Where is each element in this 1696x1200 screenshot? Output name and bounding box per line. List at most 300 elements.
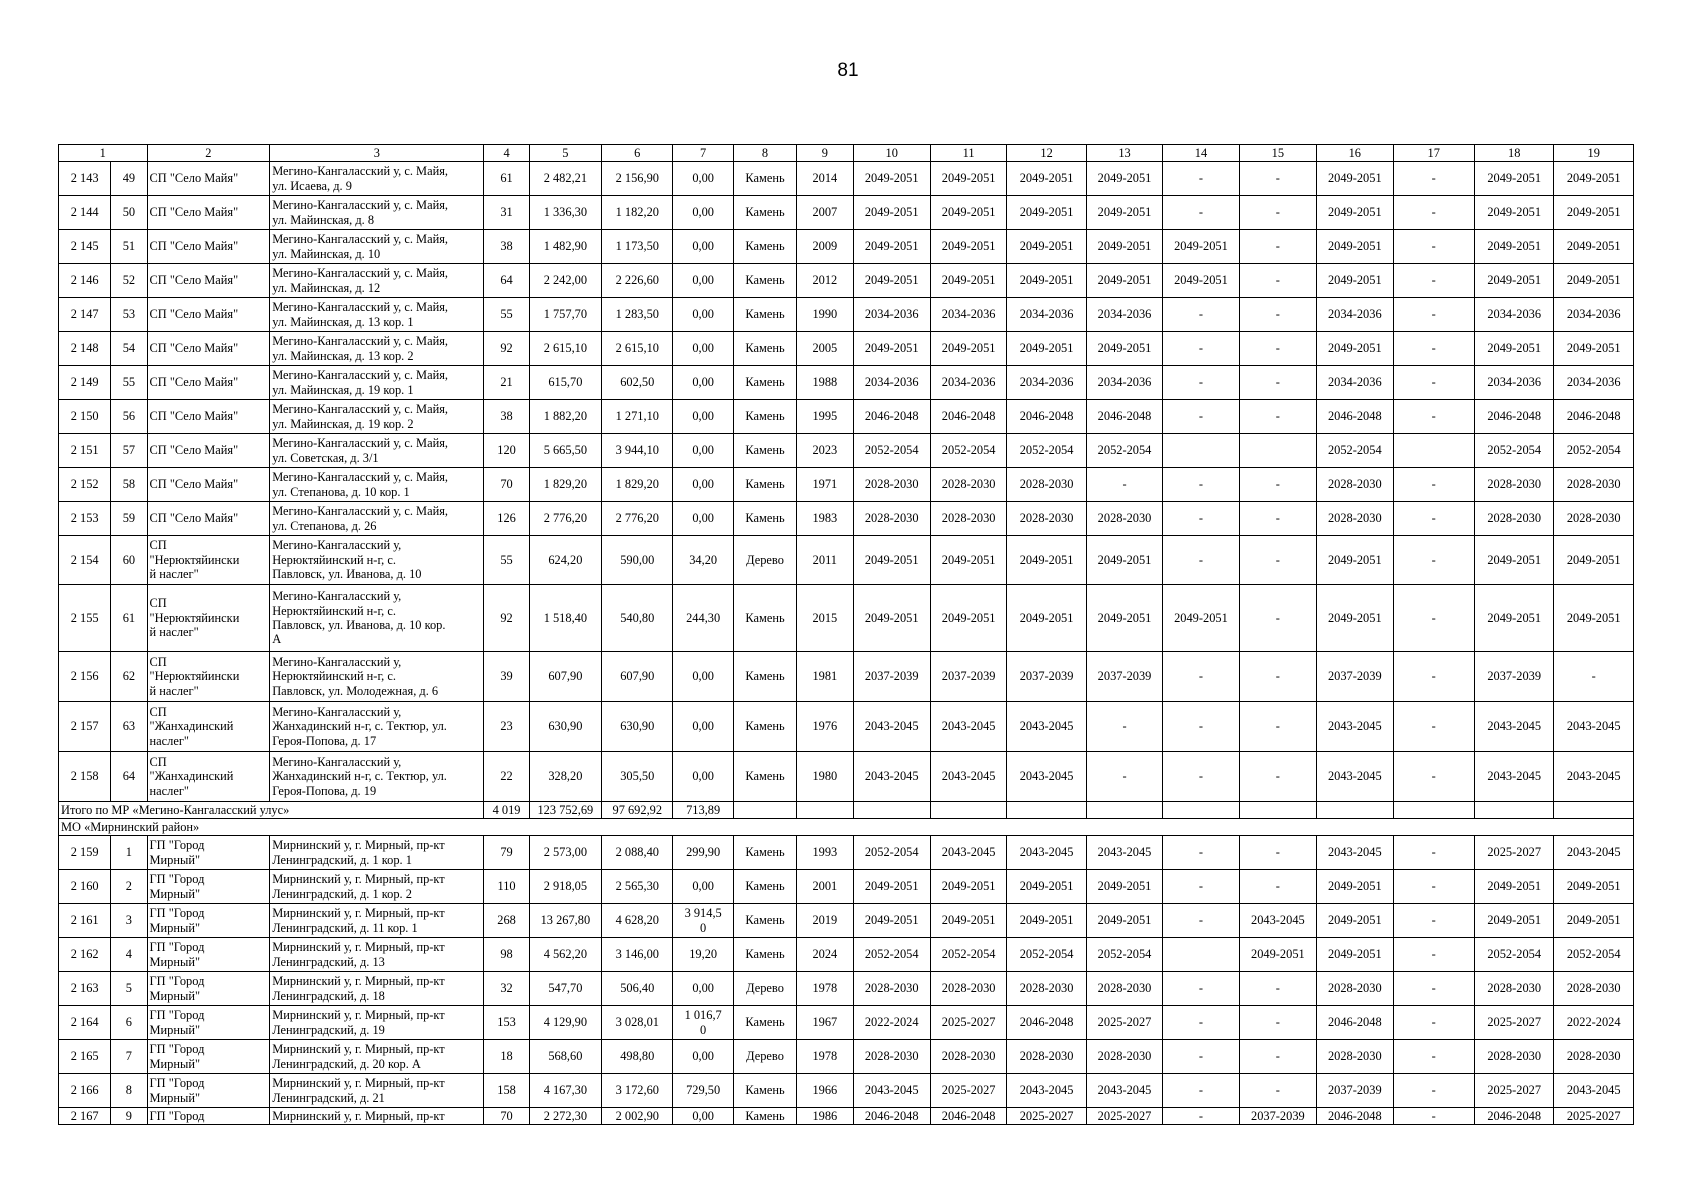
table-cell <box>1163 938 1239 972</box>
table-cell: 1 482,90 <box>529 230 601 264</box>
table-cell: 2046-2048 <box>853 1108 930 1125</box>
table-cell: - <box>1239 400 1316 434</box>
table-cell: 2028-2030 <box>853 972 930 1006</box>
table-cell: 1 829,20 <box>602 468 673 502</box>
table-cell: 0,00 <box>673 1040 733 1074</box>
table-cell: 2049-2051 <box>1474 536 1553 585</box>
table-cell: 2 151 <box>59 434 111 468</box>
table-cell: 2037-2039 <box>1007 652 1086 702</box>
table-cell: 3 914,5 0 <box>673 904 733 938</box>
table-cell: 2043-2045 <box>1007 752 1086 802</box>
table-cell: 2049-2051 <box>1086 332 1162 366</box>
table-row <box>59 652 1634 702</box>
table-cell: 2049-2051 <box>1474 904 1553 938</box>
table-cell: - <box>1239 536 1316 585</box>
table-cell: 590,00 <box>602 536 673 585</box>
table-cell: 2049-2051 <box>1317 332 1393 366</box>
table-cell: 79 <box>484 836 529 870</box>
table-cell: 2049-2051 <box>1474 870 1553 904</box>
table-cell: - <box>1393 264 1474 298</box>
table-cell: 2025-2027 <box>1554 1108 1634 1125</box>
table-row <box>59 1074 1634 1108</box>
table-cell: 56 <box>111 400 147 434</box>
table-cell: 62 <box>111 652 147 702</box>
table-cell: 2046-2048 <box>930 1108 1006 1125</box>
table-cell: СП "Село Майя" <box>147 332 270 366</box>
table-cell: 4 562,20 <box>529 938 601 972</box>
table-cell: 2049-2051 <box>1317 938 1393 972</box>
table-cell: 0,00 <box>673 752 733 802</box>
table-body <box>59 162 1634 1125</box>
table-cell: Мирнинский у, г. Мирный, пр-кт Ленинградский, д. 1 кор. 1 <box>270 836 484 870</box>
table-cell: 1978 <box>797 972 853 1006</box>
table-cell: - <box>1163 836 1239 870</box>
table-cell: 2028-2030 <box>1007 502 1086 536</box>
table-cell: Камень <box>733 904 796 938</box>
table-cell: ГП "Город Мирный" <box>147 972 270 1006</box>
table-cell: 51 <box>111 230 147 264</box>
table-cell: 2034-2036 <box>930 366 1006 400</box>
table-cell: 2049-2051 <box>1086 536 1162 585</box>
table-cell: 540,80 <box>602 585 673 652</box>
table-cell: 2 165 <box>59 1040 111 1074</box>
table-cell: 602,50 <box>602 366 673 400</box>
table-cell: - <box>1163 870 1239 904</box>
summary-cell: 4 019 <box>484 802 529 819</box>
table-cell: 2034-2036 <box>1317 366 1393 400</box>
table-cell: - <box>1163 1074 1239 1108</box>
table-cell: 1971 <box>797 468 853 502</box>
table-cell: 2043-2045 <box>1474 702 1553 752</box>
table-cell: - <box>1239 298 1316 332</box>
table-cell: 2037-2039 <box>853 652 930 702</box>
table-cell: 2049-2051 <box>1474 585 1553 652</box>
table-cell: 328,20 <box>529 752 601 802</box>
table-row <box>59 836 1634 870</box>
table-cell: СП "Село Майя" <box>147 434 270 468</box>
table-cell: 1 336,30 <box>529 196 601 230</box>
table-cell: - <box>1163 536 1239 585</box>
table-cell: - <box>1393 938 1474 972</box>
table-cell: 2049-2051 <box>1007 904 1086 938</box>
table-cell: - <box>1163 468 1239 502</box>
table-cell: 2049-2051 <box>1554 196 1634 230</box>
table-cell: - <box>1393 332 1474 366</box>
table-cell: 18 <box>484 1040 529 1074</box>
table-cell: Камень <box>733 366 796 400</box>
table-cell: 2049-2051 <box>1554 585 1634 652</box>
table-cell: 70 <box>484 468 529 502</box>
table-cell: 2046-2048 <box>1317 400 1393 434</box>
column-header: 3 <box>270 145 484 162</box>
table-cell: - <box>1239 836 1316 870</box>
column-header: 14 <box>1163 145 1239 162</box>
table-cell: 3 146,00 <box>602 938 673 972</box>
table-cell: 2037-2039 <box>930 652 1006 702</box>
table-cell: СП "Село Майя" <box>147 366 270 400</box>
summary-cell <box>1474 802 1553 819</box>
table-cell: 2049-2051 <box>1086 585 1162 652</box>
table-cell: 2052-2054 <box>1317 434 1393 468</box>
table-cell: 2046-2048 <box>1474 1108 1553 1125</box>
table-cell: 2049-2051 <box>1086 870 1162 904</box>
table-cell: 3 172,60 <box>602 1074 673 1108</box>
table-cell: 55 <box>484 298 529 332</box>
table-cell: Дерево <box>733 972 796 1006</box>
table-cell: 1 016,7 0 <box>673 1006 733 1040</box>
table-cell: 2049-2051 <box>1007 230 1086 264</box>
column-header: 12 <box>1007 145 1086 162</box>
table-cell: 2025-2027 <box>1086 1108 1162 1125</box>
table-cell: 55 <box>111 366 147 400</box>
table-cell: 2049-2051 <box>1317 904 1393 938</box>
table-cell: - <box>1393 468 1474 502</box>
table-cell: Камень <box>733 298 796 332</box>
table-cell: 3 944,10 <box>602 434 673 468</box>
table-cell: 2049-2051 <box>930 904 1006 938</box>
table-row <box>59 536 1634 585</box>
table-cell: - <box>1163 904 1239 938</box>
table-cell: 2052-2054 <box>1474 938 1553 972</box>
summary-cell <box>1554 802 1634 819</box>
table-cell: 2028-2030 <box>1554 502 1634 536</box>
table-cell: 2043-2045 <box>1007 836 1086 870</box>
table-cell: Мегино-Кангаласский у, с. Майя, ул. Степанова, д. 10 кор. 1 <box>270 468 484 502</box>
table-cell: 2028-2030 <box>1474 972 1553 1006</box>
table-cell: 5 <box>111 972 147 1006</box>
table-cell: 0,00 <box>673 400 733 434</box>
table-cell: 2028-2030 <box>1317 1040 1393 1074</box>
table-row <box>59 332 1634 366</box>
table-cell: 110 <box>484 870 529 904</box>
table-cell: 2034-2036 <box>1317 298 1393 332</box>
table-cell: 2049-2051 <box>1474 230 1553 264</box>
table-cell: 2028-2030 <box>1554 468 1634 502</box>
table-cell: 2052-2054 <box>1554 434 1634 468</box>
table-cell: - <box>1393 536 1474 585</box>
table-cell: 1966 <box>797 1074 853 1108</box>
section-label: МО «Мирнинский район» <box>59 819 1634 836</box>
table-cell: 57 <box>111 434 147 468</box>
table-cell: Мегино-Кангаласский у, Нерюктяйинский н-г, с. Павловск, ул. Иванова, д. 10 <box>270 536 484 585</box>
table-cell: 2025-2027 <box>1086 1006 1162 1040</box>
summary-cell: 713,89 <box>673 802 733 819</box>
table-cell: 2 156,90 <box>602 162 673 196</box>
table-cell: 38 <box>484 230 529 264</box>
table-cell: 2 158 <box>59 752 111 802</box>
table-cell: 2 152 <box>59 468 111 502</box>
table-cell: СП "Село Майя" <box>147 162 270 196</box>
table-cell: 2049-2051 <box>853 196 930 230</box>
table-cell: СП "Жанхадинский наслег" <box>147 752 270 802</box>
table-row <box>59 434 1634 468</box>
table-cell: 120 <box>484 434 529 468</box>
table-cell: 63 <box>111 702 147 752</box>
table-cell: 2037-2039 <box>1317 652 1393 702</box>
column-header: 6 <box>602 145 673 162</box>
table-cell: 2034-2036 <box>853 298 930 332</box>
table-cell: 2052-2054 <box>1554 938 1634 972</box>
table-cell: 2043-2045 <box>1239 904 1316 938</box>
table-cell: 2052-2054 <box>1086 938 1162 972</box>
table-cell: 2 147 <box>59 298 111 332</box>
table-cell: 2028-2030 <box>1317 468 1393 502</box>
table-cell: - <box>1239 1040 1316 1074</box>
table-cell: - <box>1393 502 1474 536</box>
table-cell: 2 144 <box>59 196 111 230</box>
section-row <box>59 819 1634 836</box>
table-cell: 53 <box>111 298 147 332</box>
table-cell: ГП "Город Мирный" <box>147 1074 270 1108</box>
table-cell: - <box>1239 162 1316 196</box>
table-cell: 2 482,21 <box>529 162 601 196</box>
housing-table <box>58 144 1634 1125</box>
table-cell: 92 <box>484 585 529 652</box>
table-cell: 2049-2051 <box>1317 230 1393 264</box>
table-cell: 3 028,01 <box>602 1006 673 1040</box>
table-cell: - <box>1163 1108 1239 1125</box>
table-cell: 59 <box>111 502 147 536</box>
table-cell: 2049-2051 <box>853 230 930 264</box>
table-cell: 0,00 <box>673 162 733 196</box>
table-cell: СП "Село Майя" <box>147 468 270 502</box>
table-cell: 2 776,20 <box>529 502 601 536</box>
table-cell: 158 <box>484 1074 529 1108</box>
table-cell: 1976 <box>797 702 853 752</box>
table-cell: Мирнинский у, г. Мирный, пр-кт <box>270 1108 484 1125</box>
column-header: 18 <box>1474 145 1553 162</box>
table-cell: - <box>1239 652 1316 702</box>
table-cell: 2034-2036 <box>1554 366 1634 400</box>
table-cell: - <box>1393 870 1474 904</box>
table-cell: 2025-2027 <box>1007 1108 1086 1125</box>
table-cell: 2049-2051 <box>1474 196 1553 230</box>
table-cell: 2049-2051 <box>853 332 930 366</box>
table-cell: 2049-2051 <box>1086 904 1162 938</box>
table-row <box>59 752 1634 802</box>
table-cell: - <box>1393 836 1474 870</box>
summary-cell <box>930 802 1006 819</box>
table-cell: 2001 <box>797 870 853 904</box>
table-cell: 2 002,90 <box>602 1108 673 1125</box>
table-cell: СП "Село Майя" <box>147 230 270 264</box>
table-cell: 1995 <box>797 400 853 434</box>
table-cell: ГП "Город <box>147 1108 270 1125</box>
column-header: 10 <box>853 145 930 162</box>
table-cell: 2015 <box>797 585 853 652</box>
table-cell: 2 167 <box>59 1108 111 1125</box>
table-cell: 0,00 <box>673 298 733 332</box>
table-cell: 2037-2039 <box>1239 1108 1316 1125</box>
table-cell: ГП "Город Мирный" <box>147 938 270 972</box>
table-cell: 6 <box>111 1006 147 1040</box>
table-cell: 2025-2027 <box>1474 1074 1553 1108</box>
table-cell: 2052-2054 <box>1007 434 1086 468</box>
table-cell: 19,20 <box>673 938 733 972</box>
table-cell: 2046-2048 <box>1007 400 1086 434</box>
table-cell: 2 163 <box>59 972 111 1006</box>
summary-row <box>59 802 1634 819</box>
table-cell: - <box>1163 752 1239 802</box>
table-row <box>59 400 1634 434</box>
table-cell: 7 <box>111 1040 147 1074</box>
table-cell: Мирнинский у, г. Мирный, пр-кт Ленинградский, д. 19 <box>270 1006 484 1040</box>
table-cell: 2043-2045 <box>930 702 1006 752</box>
table-cell: 2043-2045 <box>1317 752 1393 802</box>
table-cell: 49 <box>111 162 147 196</box>
table-cell: 2 150 <box>59 400 111 434</box>
table-cell: Мегино-Кангаласский у, с. Майя, ул. Исаева, д. 9 <box>270 162 484 196</box>
table-cell: 2052-2054 <box>853 938 930 972</box>
summary-cell <box>797 802 853 819</box>
table-cell: 0,00 <box>673 870 733 904</box>
table-cell: 2014 <box>797 162 853 196</box>
table-cell: 2049-2051 <box>1086 230 1162 264</box>
table-cell: 61 <box>111 585 147 652</box>
page-number: 81 <box>837 60 859 81</box>
table-cell: - <box>1393 652 1474 702</box>
summary-cell <box>1317 802 1393 819</box>
table-cell: 2049-2051 <box>853 264 930 298</box>
table-cell: СП "Село Майя" <box>147 298 270 332</box>
table-cell: 630,90 <box>602 702 673 752</box>
table-cell: 2049-2051 <box>1086 264 1162 298</box>
table-row <box>59 230 1634 264</box>
table-header <box>59 145 1634 162</box>
table-cell: Мирнинский у, г. Мирный, пр-кт Ленинградский, д. 21 <box>270 1074 484 1108</box>
table-cell: 2022-2024 <box>853 1006 930 1040</box>
table-cell: 2046-2048 <box>1007 1006 1086 1040</box>
table-cell: Камень <box>733 752 796 802</box>
summary-cell: 97 692,92 <box>602 802 673 819</box>
table-cell: 2049-2051 <box>1007 264 1086 298</box>
table-cell: - <box>1393 298 1474 332</box>
table-cell: 52 <box>111 264 147 298</box>
table-cell: Камень <box>733 1108 796 1125</box>
table-cell: 2023 <box>797 434 853 468</box>
table-cell: 2 154 <box>59 536 111 585</box>
table-cell: 2 155 <box>59 585 111 652</box>
table-cell: - <box>1086 752 1162 802</box>
table-cell: - <box>1393 366 1474 400</box>
table-cell: Мирнинский у, г. Мирный, пр-кт Ленинградский, д. 11 кор. 1 <box>270 904 484 938</box>
table-cell: 2034-2036 <box>1007 366 1086 400</box>
table-row <box>59 585 1634 652</box>
table-cell: 2 918,05 <box>529 870 601 904</box>
table-cell: 2012 <box>797 264 853 298</box>
table-cell: 2034-2036 <box>1086 298 1162 332</box>
table-cell: 2046-2048 <box>1317 1108 1393 1125</box>
table-cell: 58 <box>111 468 147 502</box>
table-cell: 2019 <box>797 904 853 938</box>
table-cell: 2049-2051 <box>1086 162 1162 196</box>
table-cell: Камень <box>733 230 796 264</box>
table-cell: 1983 <box>797 502 853 536</box>
column-header: 17 <box>1393 145 1474 162</box>
table-cell: 2 153 <box>59 502 111 536</box>
table-cell: - <box>1239 502 1316 536</box>
table-cell: 4 129,90 <box>529 1006 601 1040</box>
table-cell: 2 <box>111 870 147 904</box>
table-cell: 92 <box>484 332 529 366</box>
column-header: 4 <box>484 145 529 162</box>
table-cell: Мегино-Кангаласский у, Нерюктяйинский н-г, с. Павловск, ул. Молодежная, д. 6 <box>270 652 484 702</box>
table-cell: 1 283,50 <box>602 298 673 332</box>
table-cell: 0,00 <box>673 702 733 752</box>
table-cell: 498,80 <box>602 1040 673 1074</box>
table-cell: 0,00 <box>673 1108 733 1125</box>
table-cell: 2 146 <box>59 264 111 298</box>
table-cell: 4 628,20 <box>602 904 673 938</box>
table-row <box>59 502 1634 536</box>
table-cell: 1 182,20 <box>602 196 673 230</box>
summary-cell <box>1163 802 1239 819</box>
table-cell: 2028-2030 <box>853 468 930 502</box>
table-cell: 2034-2036 <box>1007 298 1086 332</box>
table-cell: 729,50 <box>673 1074 733 1108</box>
table-cell: 2043-2045 <box>1317 836 1393 870</box>
table-cell: 2049-2051 <box>853 536 930 585</box>
table-cell: 2049-2051 <box>930 870 1006 904</box>
table-cell: 2028-2030 <box>853 502 930 536</box>
table-cell: 2049-2051 <box>1317 585 1393 652</box>
table-cell: 2049-2051 <box>1163 264 1239 298</box>
table-cell: 0,00 <box>673 434 733 468</box>
table-cell: 1978 <box>797 1040 853 1074</box>
table-cell: 2049-2051 <box>1163 585 1239 652</box>
table-cell: 31 <box>484 196 529 230</box>
table-cell: Мегино-Кангаласский у, с. Майя, ул. Майинская, д. 10 <box>270 230 484 264</box>
table-cell: 2007 <box>797 196 853 230</box>
table-cell: 70 <box>484 1108 529 1125</box>
table-cell: Мегино-Кангаласский у, Нерюктяйинский н-г, с. Павловск, ул. Иванова, д. 10 кор. А <box>270 585 484 652</box>
table-cell: 2049-2051 <box>1554 162 1634 196</box>
table-cell <box>1239 434 1316 468</box>
table-cell: - <box>1163 1006 1239 1040</box>
table-cell: 1990 <box>797 298 853 332</box>
table-cell: - <box>1163 298 1239 332</box>
table-cell: 2 149 <box>59 366 111 400</box>
table-cell: 38 <box>484 400 529 434</box>
table-cell: 299,90 <box>673 836 733 870</box>
table-cell: 2034-2036 <box>1554 298 1634 332</box>
table-cell: 2049-2051 <box>1554 264 1634 298</box>
table-cell: 8 <box>111 1074 147 1108</box>
summary-cell <box>853 802 930 819</box>
table-cell: - <box>1239 702 1316 752</box>
summary-cell <box>1393 802 1474 819</box>
table-cell: - <box>1239 1074 1316 1108</box>
table-cell: 64 <box>484 264 529 298</box>
table-cell: - <box>1163 366 1239 400</box>
table-cell: Камень <box>733 502 796 536</box>
table-cell: 1988 <box>797 366 853 400</box>
table-cell: 547,70 <box>529 972 601 1006</box>
table-cell: 2037-2039 <box>1474 652 1553 702</box>
table-cell: 1 882,20 <box>529 400 601 434</box>
table-cell: 2034-2036 <box>1474 298 1553 332</box>
table-cell: ГП "Город Мирный" <box>147 1006 270 1040</box>
table-cell: Камень <box>733 264 796 298</box>
table-cell: 2049-2051 <box>1474 162 1553 196</box>
table-cell: 2049-2051 <box>1007 196 1086 230</box>
table-cell: 0,00 <box>673 264 733 298</box>
table-cell: 54 <box>111 332 147 366</box>
table-cell: - <box>1163 702 1239 752</box>
table-cell: 2049-2051 <box>1554 230 1634 264</box>
table-cell: 2052-2054 <box>1474 434 1553 468</box>
table-cell: - <box>1393 752 1474 802</box>
